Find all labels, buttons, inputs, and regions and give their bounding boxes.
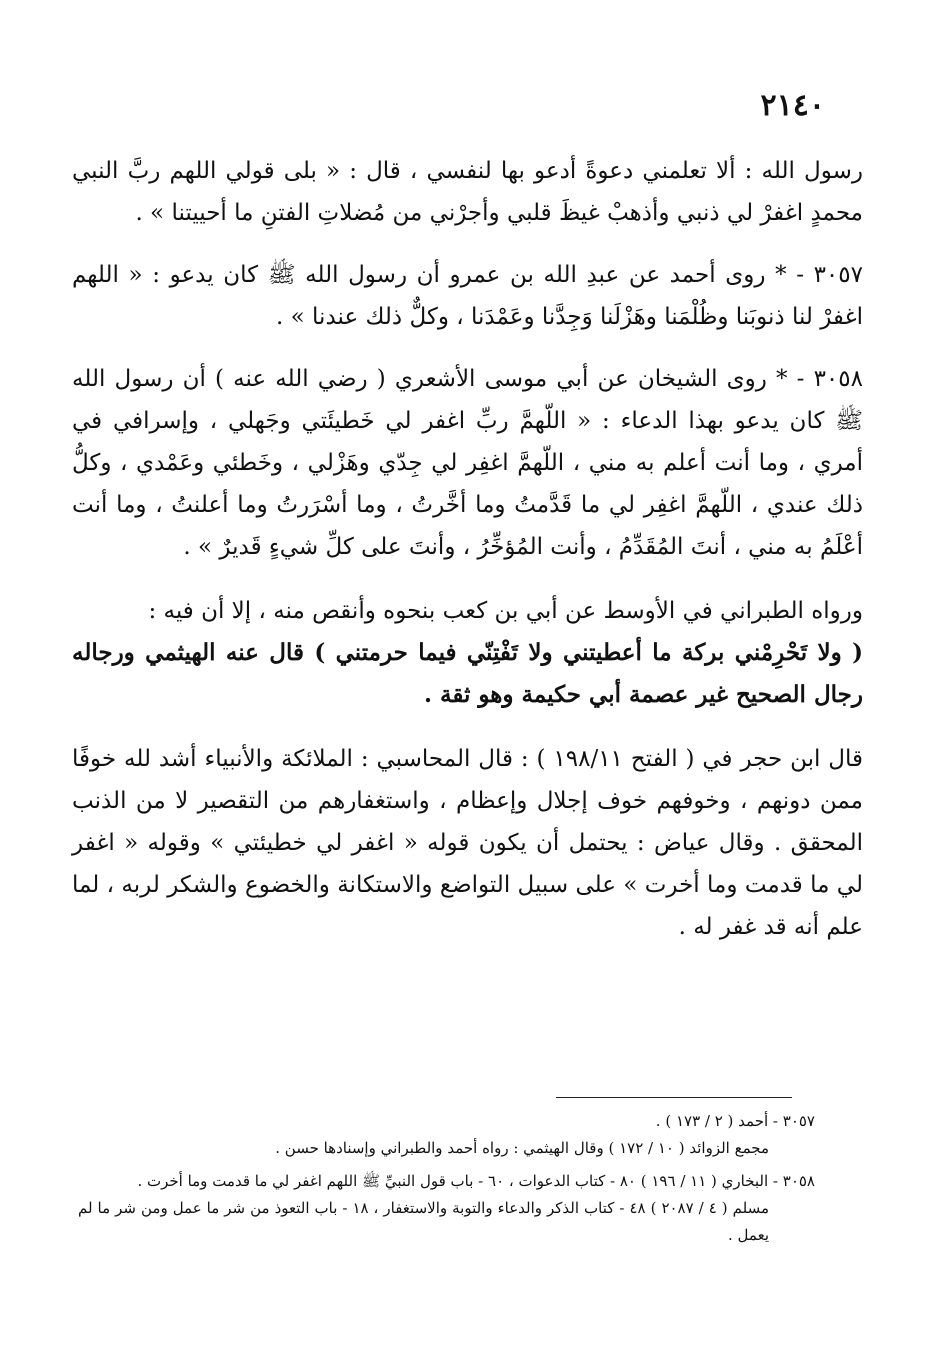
main-text [72, 150, 863, 948]
footnote-divider [556, 1097, 792, 1098]
page-number: ٢١٤٠ [760, 88, 825, 123]
ibn-hajar-commentary: قال ابن حجر في ( الفتح ١٩٨/١١ ) : قال المحاسبي : الملائكة والأنبياء أشد لله خوفًا ممن دونهم ، وخوفهم خوف إجلال وإعظام ، واستغفارهم من التقصير لا من الذنب المحقق . وقال عياض : يحتمل أن يكون قوله « اغفر لي خطيئتي » وقوله « اغفر لي ما قدمت وما أخرت » على سبيل التواضع والاستكانة والخضوع والشكر لربه ، لما علم أنه قد غفر له . [72, 746, 863, 940]
footnote-3057-ahmad: ٣٠٥٧ - أحمد ( ٢ / ١٧٣ ) . [655, 1112, 815, 1130]
hadith-3057: ٣٠٥٧ - * روى أحمد عن عبدِ الله بن عمرو أن رسول الله ﷺ كان يدعو : « اللهم اغفرْ لنا ذنوبَنا وظُلْمَنا وهَزْلَنا وَجِدَّنا وعَمْدَنا ، وكلٌّ ذلك عندنا » . [72, 262, 863, 330]
footnote-3058-bukhari: ٣٠٥٨ - البخاري ( ١١ / ١٩٦ ) ٨٠ - كتاب الدعوات ، ٦٠ - باب قول النبيِّ ﷺ اللهم اغفر لي ما قدمت وما أخرت . [137, 1172, 815, 1190]
footnote-muslim: مسلم ( ٤ / ٢٠٨٧ ) ٤٨ - كتاب الذكر والدعاء والتوبة والاستغفار ، ١٨ - باب التعوذ من شر ما عمل ومن شر ما لم يعمل . [78, 1199, 770, 1244]
footnote-majma: مجمع الزوائد ( ١٠ / ١٧٢ ) وقال الهيثمي : رواه أحمد والطبراني وإسنادها حسن . [275, 1139, 769, 1157]
tabarani-narration-text: ( ولا تَحْرِمْني بركة ما أعطيتني ولا تَفْتِنّي فيما حرمتني ) قال عنه الهيثمي ورجاله رجال الصحيح غير عصمة أبي حكيمة وهو ثقة . [72, 639, 863, 708]
tabarani-narration: ورواه الطبراني في الأوسط عن أبي بن كعب بنحوه وأنقص منه ، إلا أن فيه : [148, 598, 863, 624]
footnotes [78, 1108, 815, 1249]
hadith-3058: ٣٠٥٨ - * روى الشيخان عن أبي موسى الأشعري ( رضي الله عنه ) أن رسول الله ﷺ كان يدعو بهذا الدعاء : « اللّهمَّ ربِّ اغفر لي خَطيئَتي وجَهلي ، وإسرافي في أمري ، وما أنت أعلم به مني ، اللّهمَّ اغفِر لي جِدّي وهَزْلي ، وخَطئي وعَمْدي ، وكلُّ ذلك عندي ، اللّهمَّ اغفِر لي ما قَدَّمتُ وما أخَّرتُ ، وما أسْرَرتُ وما أعلنتُ ، وما أنت أعْلَمُ به مني ، أنتَ المُقَدِّمُ ، وأنت المُؤخِّرُ ، وأنتَ على كلِّ شيءٍ قَديرٌ » . [72, 366, 863, 560]
paragraph-continuation: رسول الله : ألا تعلمني دعوةً أدعو بها لنفسي ، قال : « بلى قولي اللهم ربَّ النبي محمدٍ اغفرْ لي ذنبي وأذهبْ غيظَ قلبي وأجرْني من مُضلاتِ الفتنِ ما أحييتنا » . [72, 158, 863, 226]
